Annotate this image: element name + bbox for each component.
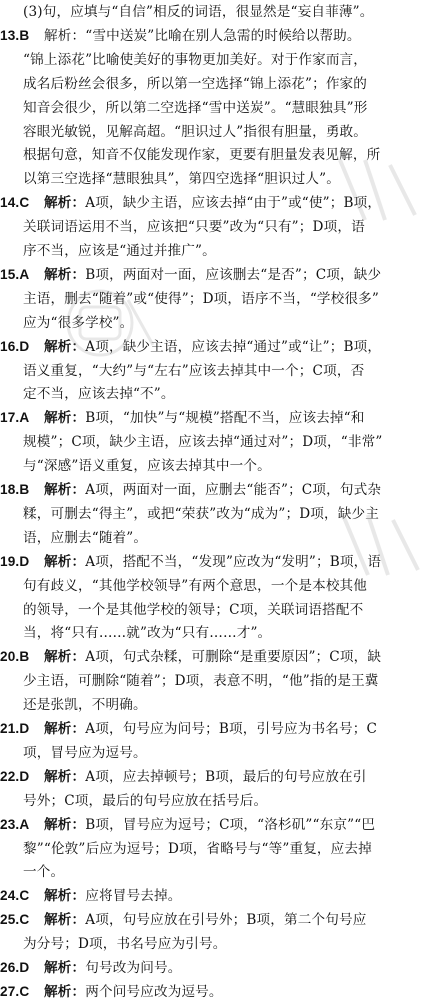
continuation-text: 规模”；C项，缺少主语，应该去掉“通过对”；D项，“非常” xyxy=(23,434,383,451)
explanation-body: A项，搭配不当，“发现”应改为“发明”；B项，语 xyxy=(85,553,382,570)
question-number: 13.B xyxy=(0,27,30,43)
text-line xyxy=(0,813,429,837)
explanation-body: 应将冒号去掉。 xyxy=(85,888,182,905)
explanation-body: A项，两面对一面，应删去“能否”；C项，句式杂 xyxy=(85,482,382,498)
text-line xyxy=(0,48,429,72)
continuation-text: 容眼光敏锐，见解高超。“胆识过人”指很有胆量，勇敢。 xyxy=(23,123,368,140)
continuation-text: 序不当，应该是“通过并推广”。 xyxy=(23,243,216,259)
explanation-text xyxy=(44,980,223,1004)
explanation-label: 解析： xyxy=(44,338,86,355)
text-line xyxy=(0,574,429,598)
explanation-text xyxy=(44,884,181,908)
text-line xyxy=(0,0,429,24)
text-line xyxy=(0,382,429,406)
continuation-text: 当，将“只有……就”改为“只有……才”。 xyxy=(23,625,272,642)
explanation-label: 解析： xyxy=(44,266,86,283)
explanation-text xyxy=(44,191,381,215)
explanation-body: 解析：“雪中送炭”比喻在别人急需的时候给以帮助。 xyxy=(44,27,361,44)
continuation-text: 与“深感”语义重复，应该去掉其中一个。 xyxy=(23,458,271,475)
text-line xyxy=(0,24,429,48)
question-number: 18.B xyxy=(0,482,30,497)
text-line xyxy=(0,96,429,120)
question-number: 22.D xyxy=(0,768,30,784)
text-line xyxy=(0,741,429,765)
explanation-body: 句号改为问号。 xyxy=(85,960,182,976)
explanation-label: 解析： xyxy=(44,721,86,737)
text-line xyxy=(0,860,429,884)
question-number: 23.A xyxy=(0,816,30,832)
continuation-text: 的领导，一个是其他学校的领导；C项，关联词语搭配不 xyxy=(23,601,364,618)
explanation-body: A项，应去掉顿号；B项，最后的句号应放在引 xyxy=(85,768,367,785)
question-number: 15.A xyxy=(0,266,30,282)
text-line xyxy=(0,908,429,932)
text-line xyxy=(0,693,429,717)
continuation-text: 成名后粉丝会很多，所以第一空选择“锦上添花”；作家的 xyxy=(23,75,368,92)
text-line xyxy=(0,143,429,167)
text-line xyxy=(0,980,429,1004)
text-line xyxy=(0,120,429,144)
explanation-label: 解析： xyxy=(44,195,86,212)
continuation-text: 黎”“伦敦”后应为逗号；D项，省略号与“等”重复，应去掉 xyxy=(23,840,372,857)
explanation-label: 解析： xyxy=(44,553,86,570)
continuation-text: 项，冒号应为逗号。 xyxy=(23,744,147,761)
continuation-text: 号外；C项，最后的句号应放在括号后。 xyxy=(23,792,268,809)
text-line xyxy=(0,789,429,813)
explanation-body: B项，“加快”与“规模”搭配不当，应该去掉“和 xyxy=(85,410,365,427)
text-line xyxy=(0,598,429,622)
explanation-body: A项，缺少主语，应该去掉“通过”或“让”；B项， xyxy=(85,338,382,355)
explanation-body: 两个问号应改为逗号。 xyxy=(85,983,223,1000)
question-number: 24.C xyxy=(0,888,30,904)
continuation-text: 一个。 xyxy=(23,864,65,881)
explanation-label: 解析： xyxy=(44,983,86,1000)
question-number: 16.D xyxy=(0,338,30,354)
text-line xyxy=(0,621,429,645)
text-line xyxy=(0,765,429,789)
text-line xyxy=(0,645,429,669)
explanation-body: B项，冒号应为逗号；C项，“洛杉矶”“东京”“巴 xyxy=(85,816,376,833)
continuation-text: 应为“很多学校”。 xyxy=(23,314,134,331)
explanation-body: B项，两面对一面，应该删去“是否”；C项，缺少 xyxy=(85,266,382,283)
explanation-text xyxy=(44,813,375,837)
continuation-text: 句有歧义，“其他学校领导”有两个意思，一个是本校其他 xyxy=(23,577,368,594)
explanation-label: 解析： xyxy=(44,768,86,785)
explanation-body: A项，缺少主语，应该去掉“由于”或“使”；B项， xyxy=(85,195,382,212)
explanation-text xyxy=(44,478,381,502)
text-line xyxy=(0,669,429,693)
text-line xyxy=(0,502,429,526)
continuation-text: 关联词语运用不当，应该把“只要”改为“只有”；D项，语 xyxy=(23,219,365,236)
explanation-label: 解析： xyxy=(44,649,86,666)
explanation-label: 解析： xyxy=(44,410,86,427)
continuation-text: 以第三空选择“慧眼独具”，第四空选择“胆识过人”。 xyxy=(23,171,341,188)
continuation-text: 语，应删去“随着”。 xyxy=(23,529,148,546)
text-line xyxy=(0,406,429,430)
explanation-text xyxy=(44,645,381,669)
text-line xyxy=(0,550,429,574)
explanation-label: 解析： xyxy=(44,888,86,905)
explanation-label: 解析： xyxy=(44,912,86,929)
continuation-text: 定不当，应该去掉“不”。 xyxy=(23,386,175,403)
explanation-text xyxy=(44,406,365,430)
explanation-label: 解析： xyxy=(44,960,86,976)
explanation-body: A项，句式杂糅，可删除“是重要原因”；C项，缺 xyxy=(85,649,382,666)
continuation-text: 主语，删去“随着”或“使得”；D项，语序不当，“学校很多” xyxy=(23,290,380,307)
text-line xyxy=(0,717,429,741)
continuation-text: 还是张凯，不明确。 xyxy=(23,697,147,714)
explanation-text xyxy=(44,24,361,48)
text-line xyxy=(0,454,429,478)
text-line xyxy=(0,526,429,550)
text-line xyxy=(0,263,429,287)
explanation-text xyxy=(44,717,377,741)
explanation-body: A项，句号应放在引号外；B项，第二个句号应 xyxy=(85,912,367,929)
explanation-text xyxy=(44,908,366,932)
text-line xyxy=(0,215,429,239)
question-number: 27.C xyxy=(0,983,30,999)
question-number: 26.D xyxy=(0,960,30,975)
continuation-text: 根据句意，知音不仅能发现作家，更要有胆量发表见解，所 xyxy=(23,147,381,164)
question-number: 20.B xyxy=(0,649,30,665)
question-number: 14.C xyxy=(0,195,30,211)
continuation-text: 为分号；D项，书名号应为引号。 xyxy=(23,936,227,953)
continuation-text: 糅，可删去“得主”，或把“荣获”改为“成为”；D项，缺少主 xyxy=(23,505,380,522)
explanation-text xyxy=(44,765,366,789)
text-line xyxy=(0,191,429,215)
explanation-text xyxy=(44,335,381,359)
text-line xyxy=(0,478,429,502)
explanation-label: 解析： xyxy=(44,482,86,498)
text-line xyxy=(0,311,429,335)
question-number: 19.D xyxy=(0,553,30,569)
text-line xyxy=(0,287,429,311)
text-line xyxy=(0,956,429,980)
explanation-text xyxy=(44,550,381,574)
question-number: 21.D xyxy=(0,721,30,736)
text-line xyxy=(0,837,429,861)
text-line xyxy=(0,239,429,263)
text-line xyxy=(0,335,429,359)
question-number: 17.A xyxy=(0,410,30,426)
text-line xyxy=(0,430,429,454)
text-line xyxy=(0,72,429,96)
continuation-text: (3)句，应填与“自信”相反的词语，很显然是“妄自菲薄”。 xyxy=(23,4,374,20)
question-number: 25.C xyxy=(0,912,30,928)
explanation-text xyxy=(44,956,181,980)
text-line xyxy=(0,932,429,956)
text-line xyxy=(0,884,429,908)
continuation-text: 知音会很少，所以第二空选择“雪中送炭”。“慧眼独具”形 xyxy=(23,99,368,116)
continuation-text: 少主语，可删除“随着”；D项，表意不明，“他”指的是王冀 xyxy=(23,673,379,690)
text-line xyxy=(0,167,429,191)
explanation-body: A项，句号应为问号；B项，引号应为书名号；C xyxy=(85,721,378,737)
explanation-text xyxy=(44,263,381,287)
continuation-text: “锦上添花”比喻使美好的事物更加美好。对于作家而言， xyxy=(23,51,368,68)
continuation-text: 语义重复，“大约”与“左右”应该去掉其中一个；C项，否 xyxy=(23,362,365,379)
explanation-label: 解析： xyxy=(44,816,86,833)
text-line xyxy=(0,359,429,383)
